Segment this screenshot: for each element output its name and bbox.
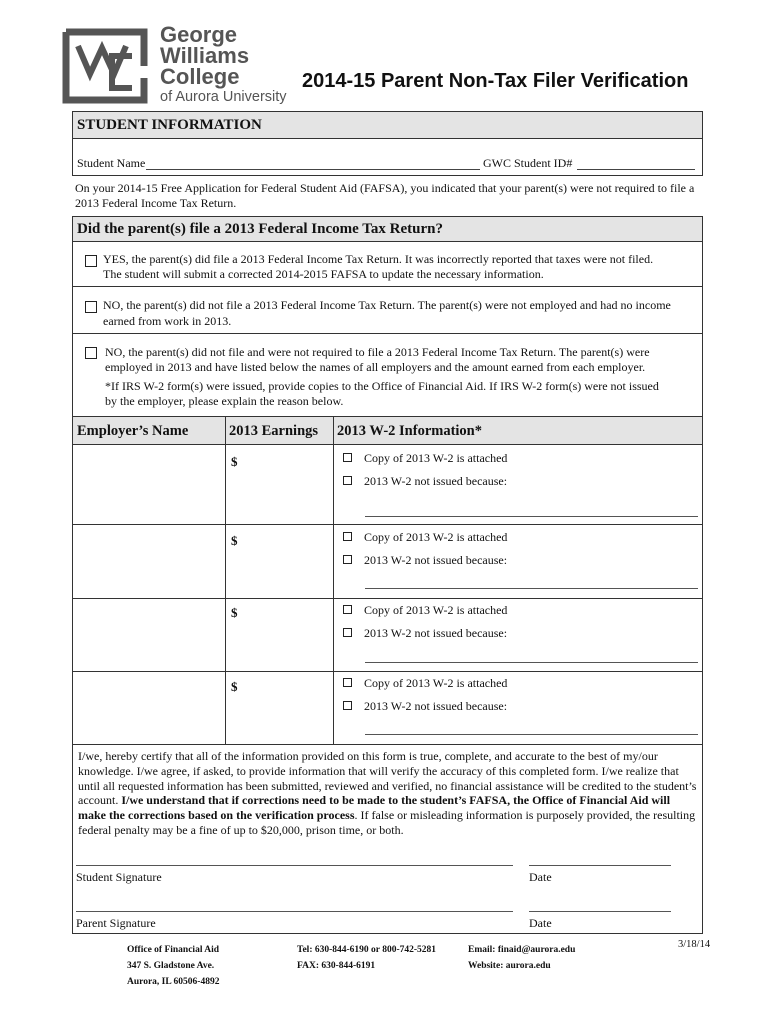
w2-not-issued-checkbox-4[interactable] [343, 701, 352, 710]
earnings-dollar-4: $ [231, 679, 238, 694]
w2-note-line1: *If IRS W-2 form(s) were issued, provide copies to the Office of Financial Aid. If IRS W-2 form(s) were not issued [105, 379, 659, 393]
parent-date-label: Date [529, 916, 552, 930]
w2-attached-label-1: Copy of 2013 W-2 is attached [364, 451, 508, 465]
w2-attached-checkbox-1[interactable] [343, 453, 352, 462]
w2-attached-checkbox-4[interactable] [343, 678, 352, 687]
w2-not-issued-label-1: 2013 W-2 not issued because: [364, 474, 508, 488]
option-no-employed-line2: employed in 2013 and have listed below the names of all employers and the amount earned from each employer. [105, 360, 646, 374]
w2-not-issued-checkbox-1[interactable] [343, 476, 352, 485]
option-no-employed-checkbox[interactable] [85, 347, 97, 359]
student-date-line[interactable] [529, 865, 671, 866]
form-title: 2014-15 Parent Non-Tax Filer Verification [302, 70, 689, 92]
option-no-not-employed-checkbox[interactable] [85, 301, 97, 313]
w2-not-issued-label-4: 2013 W-2 not issued because: [364, 699, 508, 713]
w2-reason-field-4[interactable] [365, 734, 698, 735]
footer-website[interactable]: Website: aurora.edu [468, 961, 551, 971]
earnings-dollar-2: $ [231, 533, 238, 548]
col-w2-info: 2013 W-2 Information* [333, 417, 702, 445]
footer-office: Office of Financial Aid [127, 945, 220, 955]
col-employer-name: Employer’s Name [73, 417, 225, 445]
option-no-not-employed-box [72, 286, 703, 334]
row-divider [73, 524, 702, 525]
option-yes-line2: The student will submit a corrected 2014-2015 FAFSA to update the necessary information. [103, 267, 544, 281]
option-no-not-employed-line2: earned from work in 2013. [103, 314, 232, 328]
certification-box [72, 744, 703, 934]
student-name-field[interactable] [146, 156, 480, 170]
logo-subtitle: of Aurora University [160, 89, 287, 105]
w2-attached-label-3: Copy of 2013 W-2 is attached [364, 603, 508, 617]
logo-line-3: College [160, 64, 240, 89]
col-divider-2 [333, 417, 334, 744]
employer-table [72, 416, 703, 745]
student-info-box [72, 138, 703, 176]
w2-attached-label-2: Copy of 2013 W-2 is attached [364, 530, 508, 544]
college-logo-mark [60, 26, 150, 106]
footer-street: 347 S. Gladstone Ave. [127, 961, 215, 971]
student-date-label: Date [529, 870, 552, 884]
logo-line-2: Williams [160, 43, 250, 68]
college-logo-text [160, 24, 287, 105]
col-divider-1 [225, 417, 226, 744]
w2-attached-checkbox-2[interactable] [343, 532, 352, 541]
footer-revision-date: 3/18/14 [678, 939, 711, 950]
col-earnings: 2013 Earnings [225, 417, 333, 445]
option-yes-checkbox[interactable] [85, 255, 97, 267]
w2-note-line2: by the employer, please explain the reason below. [105, 394, 344, 408]
option-no-employed-line1: NO, the parent(s) did not file and were not required to file a 2013 Federal Income Tax Return. The parent(s) were [105, 345, 650, 359]
student-signature-label: Student Signature [76, 870, 162, 884]
w2-attached-label-4: Copy of 2013 W-2 is attached [364, 676, 508, 690]
w2-reason-field-2[interactable] [365, 588, 698, 589]
logo-line-1: George [160, 22, 238, 47]
earnings-dollar-1: $ [231, 454, 238, 469]
footer-city: Aurora, IL 60506-4892 [127, 977, 220, 987]
student-name-label: Student Name [77, 156, 146, 170]
footer-contact [468, 942, 575, 974]
w2-not-issued-checkbox-2[interactable] [343, 555, 352, 564]
footer-tel: Tel: 630-844-6190 or 800-742-5281 [297, 945, 437, 955]
footer-address [127, 942, 219, 990]
option-no-not-employed-line1: NO, the parent(s) did not file a 2013 Federal Income Tax Return. The parent(s) were not employed and had no income [103, 298, 671, 312]
footer-phone [297, 942, 436, 974]
parent-date-line[interactable] [529, 911, 671, 912]
w2-not-issued-label-3: 2013 W-2 not issued because: [364, 626, 508, 640]
row-divider [73, 598, 702, 599]
option-no-employed-box [72, 333, 703, 417]
tax-return-question: Did the parent(s) file a 2013 Federal Income Tax Return? [72, 216, 703, 242]
footer-fax: FAX: 630-844-6191 [297, 961, 376, 971]
w2-reason-field-1[interactable] [365, 516, 698, 517]
option-yes-line1: YES, the parent(s) did file a 2013 Federal Income Tax Return. It was incorrectly reported that taxes were not filed. [103, 252, 654, 266]
student-info-heading: STUDENT INFORMATION [72, 111, 703, 139]
parent-signature-line[interactable] [76, 911, 513, 912]
w2-attached-checkbox-3[interactable] [343, 605, 352, 614]
cert-text-bold: I/we understand that if corrections need to be made to the student’s FAFSA, the Office of Financial Aid will make the corrections based on the verification process [78, 793, 671, 823]
footer-email[interactable]: Email: finaid@aurora.edu [468, 945, 576, 955]
w2-not-issued-label-2: 2013 W-2 not issued because: [364, 553, 508, 567]
intro-text: On your 2014-15 Free Application for Federal Student Aid (FAFSA), you indicated that your parent(s) were not required to file a 2013 Federal Income Tax Return. [75, 181, 695, 210]
row-divider [73, 671, 702, 672]
cert-text-part-1: I/we, hereby certify that all of the information provided on this form is true, complete, and accurate to the best of my/our knowledge. I/we agree, if asked, to provide information that will verify the accuracy of this completed form. I/we realize that until all requested information has been submitted, reviewed and verified, no financial assistance will be credited to the student’s account. [78, 749, 697, 808]
w2-reason-field-3[interactable] [365, 662, 698, 663]
w2-not-issued-checkbox-3[interactable] [343, 628, 352, 637]
student-signature-line[interactable] [76, 865, 513, 866]
student-id-field[interactable] [577, 156, 695, 170]
option-yes-box [72, 241, 703, 287]
parent-signature-label: Parent Signature [76, 916, 156, 930]
student-id-label: GWC Student ID# [483, 156, 573, 170]
certification-text [78, 749, 697, 838]
earnings-dollar-3: $ [231, 605, 238, 620]
cert-text-part-2: . If false or misleading information is purposely provided, the resulting federal penalty may be a fine of up to $20,000, prison time, or both. [78, 808, 696, 837]
